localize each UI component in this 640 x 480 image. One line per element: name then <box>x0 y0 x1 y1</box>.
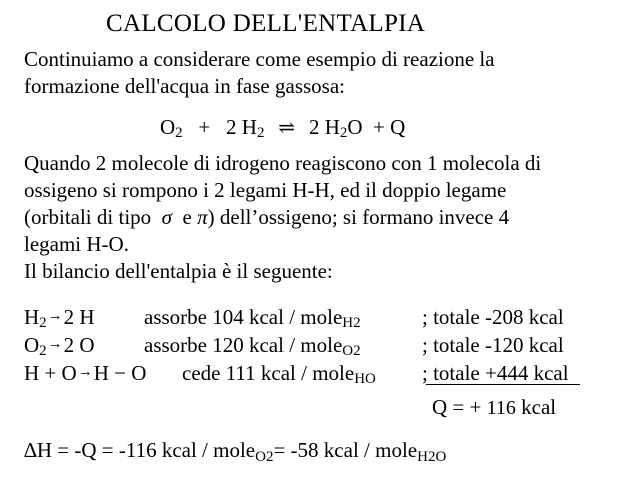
desc-line-3b: e <box>182 205 192 229</box>
energy-sub: H2 <box>342 315 361 331</box>
final-part-1: ∆H = -Q = -116 kcal / mole <box>24 438 256 462</box>
intro-line-1: Continuiamo a considerare come esempio di reazione la <box>24 47 495 71</box>
sum-value: 116 <box>486 397 516 419</box>
equilibrium-arrow-icon: ⇌ <box>278 117 296 139</box>
final-sub-1: O2 <box>255 449 274 465</box>
sum-underline <box>426 384 580 385</box>
page-title: CALCOLO DELL'ENTALPIA <box>106 10 426 37</box>
reaction-formula <box>24 305 95 332</box>
reaction-formula <box>24 333 95 360</box>
desc-line-3a: (orbitali di tipo <box>24 205 152 229</box>
desc-line-3 <box>24 204 541 231</box>
final-part-2: = -58 kcal / mole <box>273 438 418 462</box>
energy-sub: O2 <box>342 343 361 359</box>
eq-hydrogen: 2 H <box>226 115 257 139</box>
reaction-total: ; totale -208 kcal <box>422 305 564 329</box>
reaction-formula <box>24 361 146 388</box>
formula-b: 2 O <box>63 333 95 357</box>
intro-text <box>24 46 495 100</box>
eq-oxygen: O <box>160 115 176 139</box>
energy-text: cede 111 kcal / mole <box>182 361 355 385</box>
desc-line-5: Il bilancio dell'entalpia è il seguente: <box>24 259 333 283</box>
formula-b: 2 H <box>63 305 95 329</box>
reaction-energy <box>182 361 376 388</box>
intro-line-2: formazione dell'acqua in fase gassosa: <box>24 74 345 98</box>
enthalpy-sum <box>432 395 556 420</box>
reaction-energy <box>144 305 361 332</box>
formula-sub: 2 <box>39 343 47 359</box>
energy-text: assorbe 104 kcal / mole <box>144 305 343 329</box>
reaction-total: ; totale +444 kcal <box>422 361 569 385</box>
energy-sub: HO <box>354 371 376 387</box>
desc-line-4: legami H-O. <box>24 232 129 256</box>
desc-line-3c: ) dell’ossigeno; si formano invece 4 <box>207 205 510 229</box>
pi-symbol: π <box>197 205 208 229</box>
final-result <box>24 438 446 466</box>
arrow-right-icon: → <box>47 308 63 324</box>
eq-product-end: O <box>347 115 363 139</box>
eq-product: 2 H <box>308 115 340 139</box>
sum-label: Q = + <box>432 395 482 419</box>
reaction-energy <box>144 333 361 360</box>
sigma-symbol: σ <box>161 205 173 229</box>
eq-product-sub: 2 <box>339 125 348 141</box>
eq-heat: + Q <box>373 115 406 139</box>
formula-a: H <box>24 305 40 329</box>
eq-hydrogen-sub: 2 <box>256 125 265 141</box>
formula-a: O <box>24 333 40 357</box>
formula-sub: 2 <box>39 315 47 331</box>
energy-text: assorbe 120 kcal / mole <box>144 333 343 357</box>
formula-a: H + O <box>24 361 77 385</box>
eq-plus: + <box>198 115 211 139</box>
desc-line-1: Quando 2 molecole di idrogeno reagiscono con 1 molecola di <box>24 151 542 175</box>
formula-b: H − O <box>93 361 147 385</box>
arrow-right-icon: → <box>77 364 93 380</box>
sum-unit: kcal <box>521 395 557 419</box>
description-text <box>24 150 541 285</box>
arrow-right-icon: → <box>47 336 63 352</box>
reaction-equation <box>160 115 405 142</box>
desc-line-2: ossigeno si rompono i 2 legami H-H, ed il doppio legame <box>24 178 507 202</box>
eq-oxygen-sub: 2 <box>175 125 183 141</box>
final-sub-2: H2O <box>417 449 447 465</box>
reaction-total: ; totale -120 kcal <box>422 333 564 357</box>
